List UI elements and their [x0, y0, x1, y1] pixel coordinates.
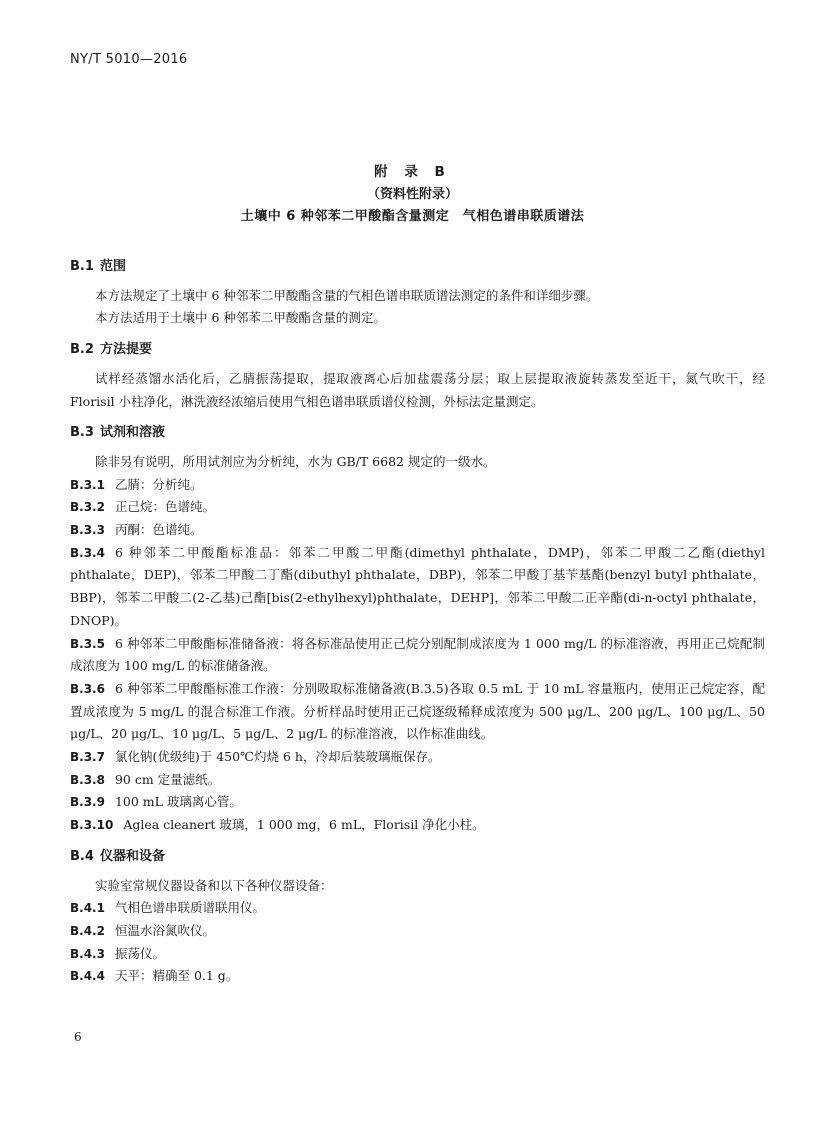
section-title: 方法提要	[100, 342, 153, 358]
section-heading-b4	[70, 846, 765, 869]
clause-b3-1	[70, 474, 765, 497]
section-number: B.4	[70, 848, 94, 864]
clause-number: B.3.8	[70, 772, 105, 787]
clause-b4-3	[70, 943, 765, 966]
clause-text: 6 种邻苯二甲酸酯标准品：邻苯二甲酸二甲酯(dimethyl phthalate，DMP)，邻苯二甲酸二乙酯(diethyl phthalate，DEP)，邻苯二甲酸二丁酯(dibuthyl phthalate，DBP)，邻苯二甲酸丁基苄基酯(benzyl butyl phthalate，BBP)，邻苯二甲酸二(2-乙基)己酯[bis(2-ethylhexyl)phthalate，DEHP]，邻苯二甲酸二正辛酯(di-n-octyl phthalate，DNOP)。	[70, 544, 765, 628]
clause-text: 6 种邻苯二甲酸酯标准储备液：将各标准品使用正己烷分别配制成浓度为 1 000 mg/L 的标准溶液，再用正己烷配制成浓度为 100 mg/L 的标准储备液。	[70, 635, 765, 674]
clause-b3-2	[70, 496, 765, 519]
section-title: 范围	[100, 259, 127, 274]
clause-b3-4	[70, 542, 765, 633]
clause-text: 天平：精确至 0.1 g。	[114, 968, 239, 984]
standard-code: NY/T 5010—2016	[70, 52, 188, 67]
clause-number: B.3.1	[70, 477, 105, 492]
annex-subject: 土壤中 6 种邻苯二甲酸酯含量测定 气相色谱串联质谱法	[240, 209, 585, 224]
clause-b3-7	[70, 746, 765, 769]
clause-number: B.4.4	[70, 969, 105, 984]
paragraph: 实验室常规仪器设备和以下各种仪器设备：	[95, 877, 333, 893]
page-number: 6	[74, 1030, 82, 1044]
paragraph: 除非另有说明，所用试剂应为分析纯，水为 GB/T 6682 规定的一级水。	[95, 453, 496, 469]
clause-text: 乙腈：分析纯。	[114, 476, 203, 492]
clause-text: Aglea cleanert 玻璃，1 000 mg，6 mL，Florisil 净化小柱。	[123, 817, 485, 833]
clause-b4-4	[70, 965, 765, 988]
paragraph: 本方法规定了土壤中 6 种邻苯二甲酸酯含量的气相色谱串联质谱法测定的条件和详细步骤。	[95, 287, 599, 303]
clause-b3-3	[70, 519, 765, 542]
clause-number: B.3.4	[70, 545, 105, 560]
clause-number: B.3.6	[70, 681, 105, 696]
document-body	[70, 256, 765, 988]
clause-number: B.3.2	[70, 500, 105, 515]
clause-b3-10	[70, 814, 765, 837]
clause-number: B.4.1	[70, 901, 105, 916]
clause-text: 气相色谱串联质谱联用仪。	[114, 900, 265, 916]
annex-type: （资料性附录）	[366, 187, 458, 202]
clause-number: B.3.9	[70, 795, 105, 810]
clause-number: B.3.10	[70, 818, 114, 833]
clause-number: B.4.3	[70, 946, 105, 961]
annex-title: 附 录 B	[374, 164, 451, 180]
clause-text: 振荡仪。	[114, 945, 165, 961]
clause-text: 6 种邻苯二甲酸酯标准工作液：分别吸取标准储备液(B.3.5)各取 0.5 mL 于 10 mL 容量瓶内，使用正己烷定容，配置成浓度为 5 mg/L 的混合标准工作液。分析样品时使用正己烷逐级稀释成浓度为 500 μg/L、200 μg/L、100 μg/L、50 μg/L、20 μg/L、10 μg/L、5 μg/L、2 μg/L 的标准溶液，以作标准曲线。	[70, 680, 765, 742]
section-heading-b3	[70, 422, 765, 445]
clause-number: B.3.7	[70, 750, 105, 765]
section-heading-b2	[70, 339, 765, 362]
paragraph: 试样经蒸馏水活化后，乙腈振荡提取，提取液离心后加盐震荡分层；取上层提取液旋转蒸发至近干，氮气吹干，经 Florisil 小柱净化，淋洗液经浓缩后使用气相色谱串联质谱仪检测，外标法定量测定。	[70, 370, 765, 409]
clause-b4-2	[70, 920, 765, 943]
clause-number: B.3.5	[70, 636, 105, 651]
clause-number: B.3.3	[70, 523, 105, 538]
section-number: B.3	[70, 425, 94, 441]
clause-text: 90 cm 定量滤纸。	[114, 771, 221, 787]
clause-b4-1	[70, 897, 765, 920]
section-title: 仪器和设备	[100, 848, 166, 864]
clause-text: 正己烷：色谱纯。	[114, 499, 215, 515]
clause-b3-9	[70, 791, 765, 814]
section-title: 试剂和溶液	[100, 425, 166, 441]
paragraph: 本方法适用于土壤中 6 种邻苯二甲酸酯含量的测定。	[95, 310, 386, 326]
clause-text: 恒温水浴氮吹仪。	[114, 922, 215, 938]
clause-b3-8	[70, 769, 765, 792]
clause-number: B.4.2	[70, 923, 105, 938]
clause-text: 氯化钠(优级纯)于 450℃灼烧 6 h，冷却后装玻璃瓶保存。	[114, 749, 441, 765]
clause-b3-6	[70, 678, 765, 746]
section-number: B.2	[70, 342, 94, 358]
section-heading-b1	[70, 256, 765, 279]
clause-b3-5	[70, 633, 765, 678]
section-number: B.1	[70, 259, 94, 274]
clause-text: 丙酮：色谱纯。	[114, 522, 203, 538]
clause-text: 100 mL 玻璃离心管。	[114, 794, 242, 810]
